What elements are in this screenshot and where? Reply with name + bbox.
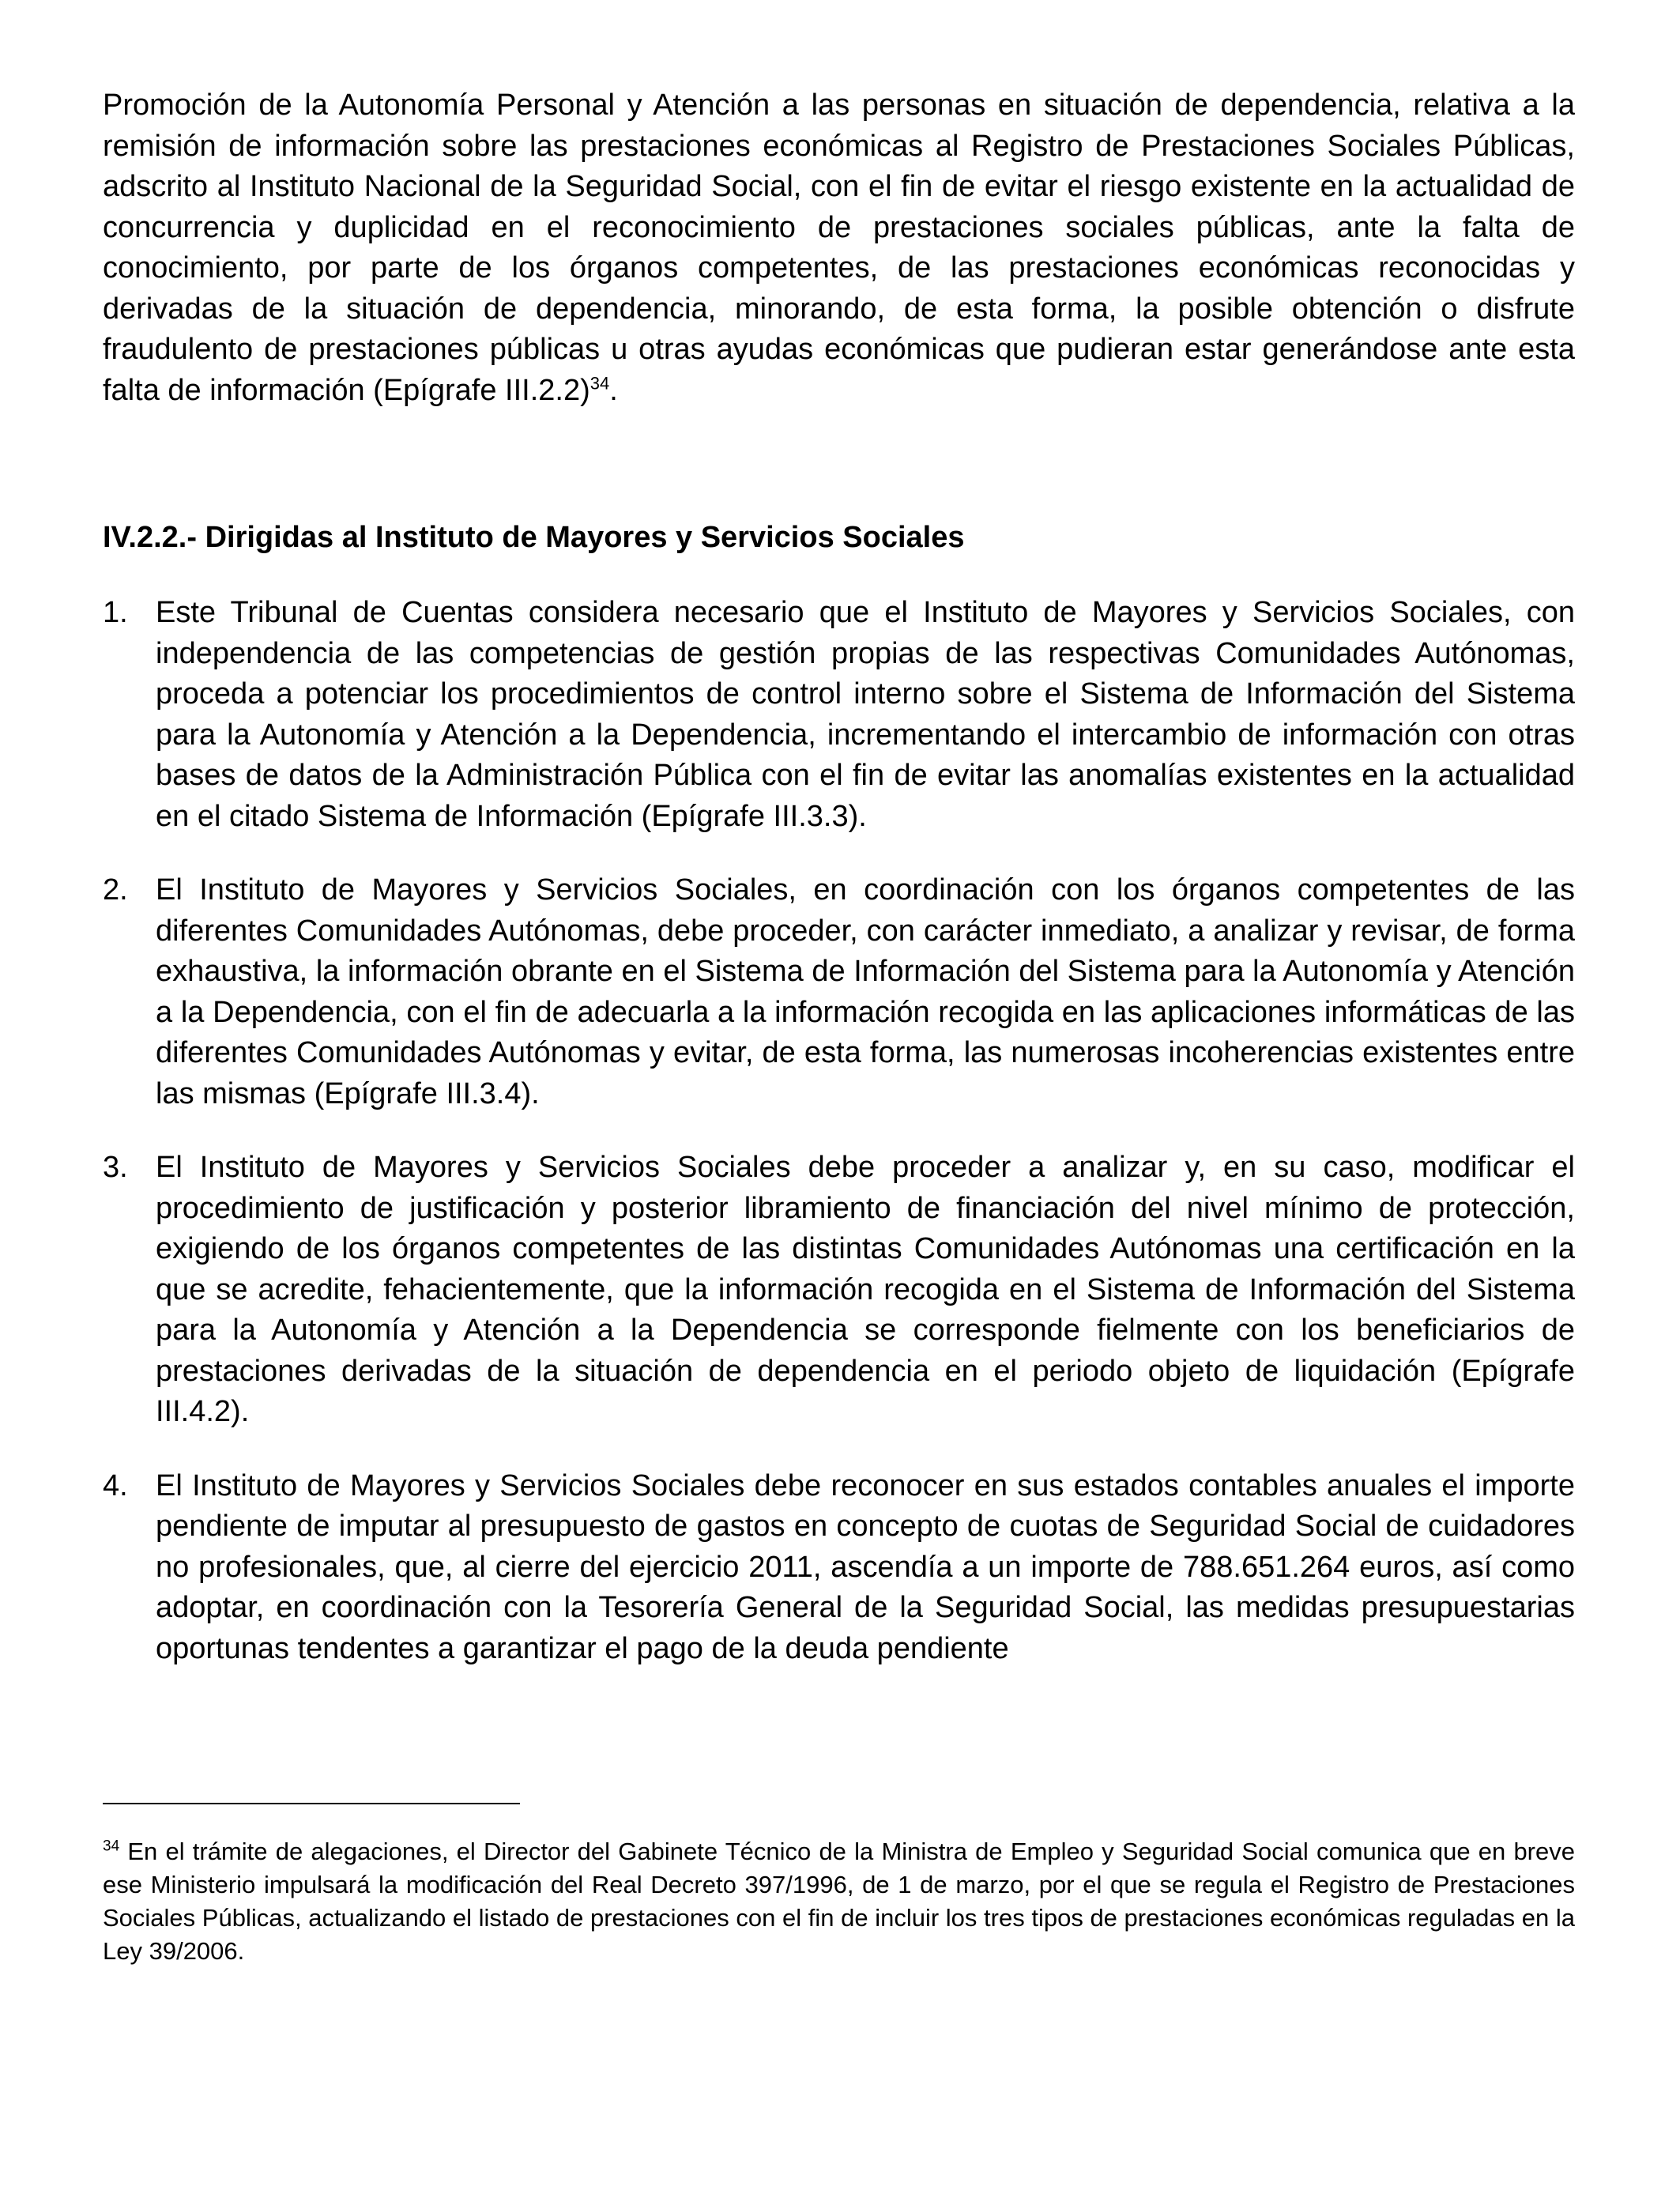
list-item-text: Este Tribunal de Cuentas considera necesario que el Instituto de Mayores y Servicios Sociales, con independencia de las competencias de gestión propias de las respectivas Comunidades Autónomas, proceda a potenciar los procedimientos de control interno sobre el Sistema de Información del Sistema para la Autonomía y Atención a la Dependencia, incrementando el intercambio de información con otras bases de datos de la Administración Pública con el fin de evitar las anomalías existentes en la actualidad en el citado Sistema de Información (Epígrafe III.3.3). [156, 596, 1575, 833]
list-item-text: El Instituto de Mayores y Servicios Sociales, en coordinación con los órganos competentes de las diferentes Comunidades Autónomas, debe proceder, con carácter inmediato, a analizar y revisar, de forma exhaustiva, la información obrante en el Sistema de Información del Sistema para la Autonomía y Atención a la Dependencia, con el fin de adecuarla a la información recogida en las aplicaciones informáticas de las diferentes Comunidades Autónomas y evitar, de esta forma, las numerosas incoherencias existentes entre las mismas (Epígrafe III.3.4). [156, 873, 1575, 1110]
list-item [103, 1466, 1575, 1670]
intro-end: . [609, 373, 618, 407]
list-item [103, 593, 1575, 837]
list-item-text: El Instituto de Mayores y Servicios Sociales debe proceder a analizar y, en su caso, modificar el procedimiento de justificación y posterior libramiento de financiación del nivel mínimo de protección, exigiendo de los órganos competentes de las distintas Comunidades Autónomas una certificación en la que se acredite, fehacientemente, que la información recogida en el Sistema de Información del Sistema para la Autonomía y Atención a la Dependencia se corresponde fielmente con los beneficiarios de prestaciones derivadas de la situación de dependencia en el periodo objeto de liquidación (Epígrafe III.4.2). [156, 1151, 1575, 1428]
recommendations-list [103, 593, 1575, 1702]
list-item [103, 870, 1575, 1114]
list-item [103, 1148, 1575, 1433]
list-item-number: 3. [103, 1151, 128, 1184]
footnote-number: 34 [103, 1838, 120, 1855]
footnote-reference[interactable]: 34 [590, 372, 610, 393]
section-heading: IV.2.2.- Dirigidas al Instituto de Mayores y Servicios Sociales [103, 521, 965, 554]
list-item-number: 2. [103, 873, 128, 907]
list-item-number: 4. [103, 1468, 128, 1502]
list-item-number: 1. [103, 596, 128, 629]
intro-text: Promoción de la Autonomía Personal y Atención a las personas en situación de dependencia, relativa a la remisión de información sobre las prestaciones económicas al Registro de Prestaciones Sociales Públicas, adscrito al Instituto Nacional de la Seguridad Social, con el fin de evitar el riesgo existente en la actualidad de concurrencia y duplicidad en el reconocimiento de prestaciones sociales públicas, ante la falta de conocimiento, por parte de los órganos competentes, de las prestaciones económicas reconocidas y derivadas de la situación de dependencia, minorando, de esta forma, la posible obtención o disfrute fraudulento de prestaciones públicas u otras ayudas económicas que pudieran estar generándose ante esta falta de información (Epígrafe III.2.2) [103, 89, 1575, 407]
footnote-text: En el trámite de alegaciones, el Director del Gabinete Técnico de la Ministra de Empleo y Seguridad Social comunica que en breve ese Ministerio impulsará la modificación del Real Decreto 397/1996, de 1 de marzo, por el que se regula el Registro de Prestaciones Sociales Públicas, actualizando el listado de prestaciones con el fin de incluir los tres tipos de prestaciones económicas reguladas en la Ley 39/2006. [103, 1838, 1575, 1965]
intro-paragraph [103, 85, 1575, 411]
footnote-separator [103, 1803, 520, 1804]
list-item-text: El Instituto de Mayores y Servicios Sociales debe reconocer en sus estados contables anuales el importe pendiente de imputar al presupuesto de gastos en concepto de cuotas de Seguridad Social de cuidadores no profesionales, que, al cierre del ejercicio 2011, ascendía a un importe de 788.651.264 euros, así como adoptar, en coordinación con la Tesorería General de la Seguridad Social, las medidas presupuestarias oportunas tendentes a garantizar el pago de la deuda pendiente [156, 1468, 1575, 1665]
footnote [103, 1835, 1575, 1968]
